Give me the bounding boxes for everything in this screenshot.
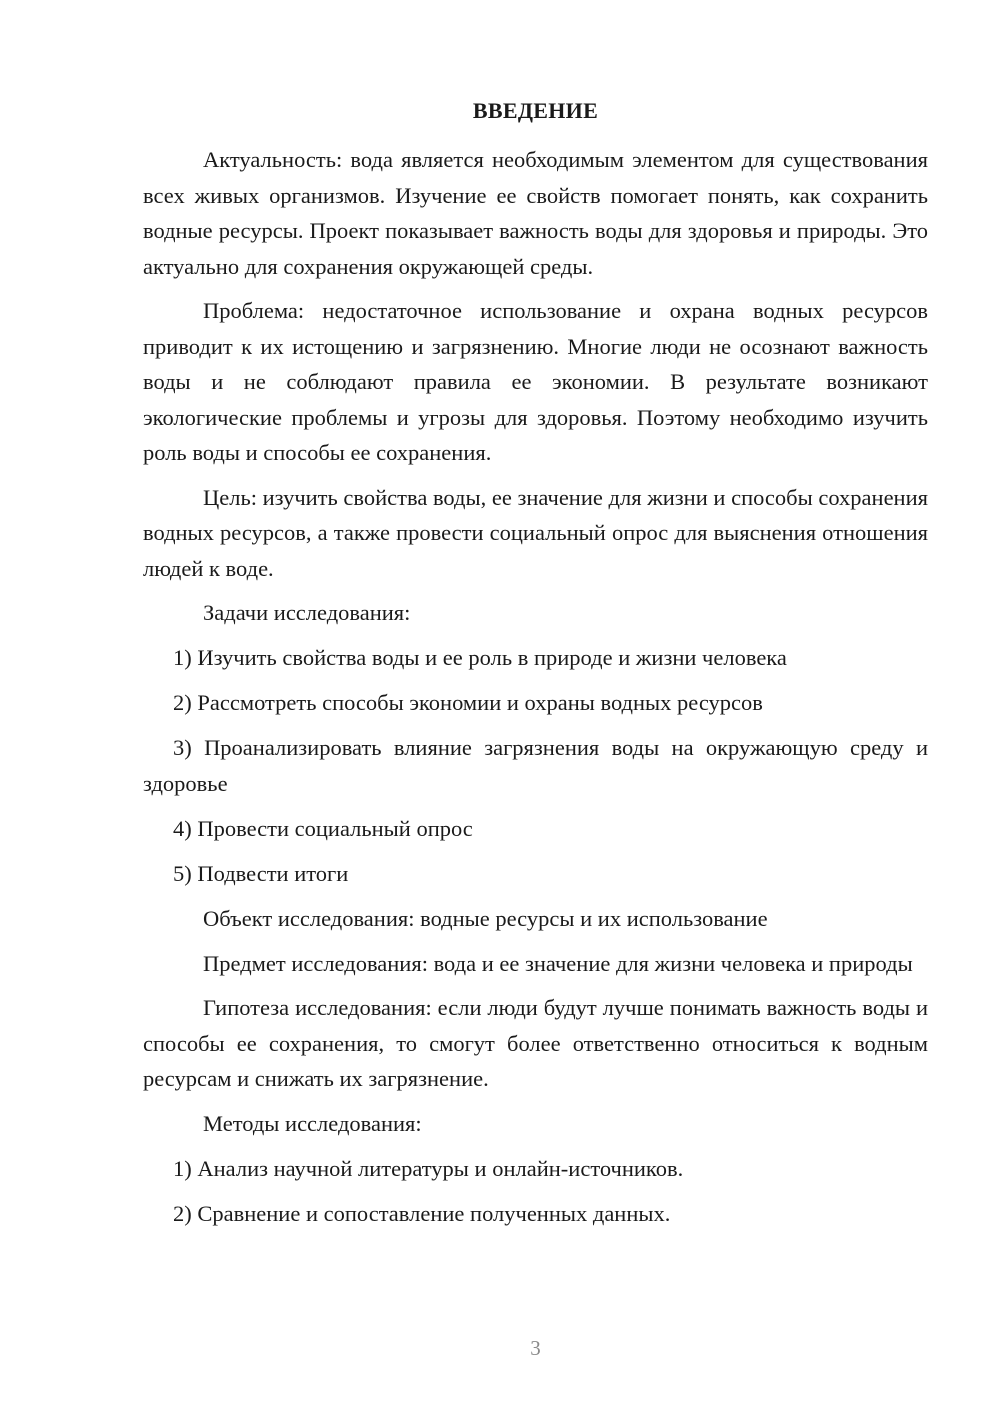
goal-paragraph: Цель: изучить свойства воды, ее значение для жизни и способы сохранения водных ресурсов, а также провести социальный опрос для выяснения отношения людей к воде. bbox=[143, 484, 928, 581]
document-page bbox=[143, 0, 928, 1414]
page-title: ВВЕДЕНИЕ bbox=[472, 98, 599, 123]
problem-paragraph: Проблема: недостаточное использование и охрана водных ресурсов приводит к их истощению и загрязнению. Многие люди не осознают важность воды и не соблюдают правила ее экономии. В результате возникают экологические проблемы и угрозы для здоровья. Поэтому необходимо изучить роль воды и способы ее сохранения. bbox=[143, 298, 928, 465]
document-body bbox=[143, 142, 928, 1241]
tasks-heading: Задачи исследования: bbox=[203, 600, 411, 625]
research-subject: Предмет исследования: вода и ее значение для жизни человека и природы bbox=[203, 950, 913, 976]
task-item: 5) Подвести итоги bbox=[173, 860, 349, 886]
research-hypothesis: Гипотеза исследования: если люди будут лучше понимать важность воды и способы ее сохранения, то смогут более ответственно относиться к водным ресурсам и снижать их загрязнение. bbox=[143, 995, 928, 1091]
task-item: 2) Рассмотреть способы экономии и охраны водных ресурсов bbox=[173, 690, 763, 715]
relevance-paragraph: Актуальность: вода является необходимым элементом для существования всех живых организмов. Изучение ее свойств помогает понять, как сохранить водные ресурсы. Проект показывает важность воды для здоровья и природы. Это актуально для сохранения окружающей среды. bbox=[143, 147, 928, 279]
page-number: 3 bbox=[530, 1336, 541, 1360]
task-item: 4) Провести социальный опрос bbox=[173, 815, 473, 841]
task-item: 1) Изучить свойства воды и ее роль в природе и жизни человека bbox=[173, 645, 787, 670]
method-item: 2) Сравнение и сопоставление полученных данных. bbox=[173, 1200, 671, 1226]
methods-heading: Методы исследования: bbox=[203, 1110, 422, 1136]
research-object: Объект исследования: водные ресурсы и их использование bbox=[203, 905, 768, 931]
task-item: 3) Проанализировать влияние загрязнения воды на окружающую среду и здоровье bbox=[143, 735, 928, 796]
method-item: 1) Анализ научной литературы и онлайн-источников. bbox=[173, 1155, 684, 1181]
